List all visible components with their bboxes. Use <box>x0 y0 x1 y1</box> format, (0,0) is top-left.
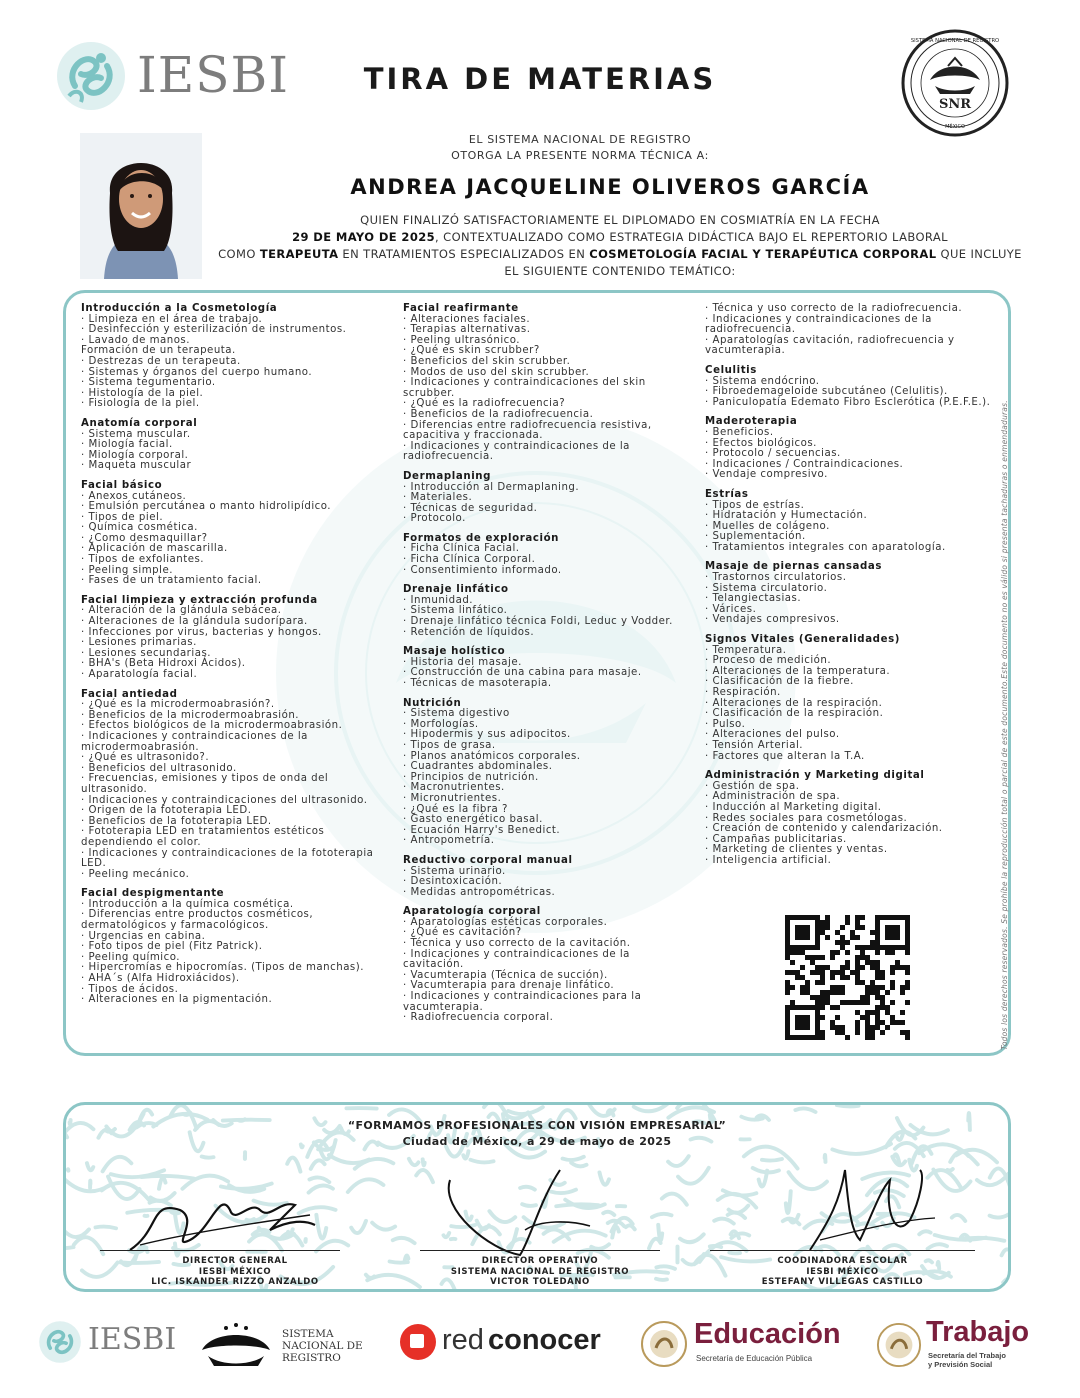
subject-item: · Tipos de exfoliantes. <box>81 554 205 566</box>
subject-item: · Principios de nutrición. <box>403 771 539 783</box>
redconocer-icon <box>398 1322 438 1362</box>
subject-item: · ¿Qué es ultrasonido?. <box>81 752 210 764</box>
iesbi-logo <box>55 40 289 110</box>
subject-item: · Sistemas y órganos del cuerpo humano. <box>81 366 313 378</box>
subject-section <box>81 481 391 587</box>
signature-2 <box>430 1160 630 1260</box>
subject-item: · Sistema endócrino. <box>705 375 820 387</box>
qr-code[interactable] <box>785 915 910 1040</box>
subject-item: · Técnica y uso correcto de la cavitación. <box>403 938 631 950</box>
mexico-coat-of-arms-icon <box>640 1320 688 1368</box>
subject-item: · Micronutrientes. <box>403 792 502 804</box>
subject-section <box>81 419 391 472</box>
subject-item: · Efectos biológicos de la microdermoabrasión. <box>81 720 343 732</box>
subject-item: · Drenaje linfático técnica Foldi, Leduc y Vodder. <box>403 616 673 628</box>
rights-notice: Todos los derechos reservados. Se prohíbe la reproducción total o parcial de este documento.Este documento no es válido si presenta tachaduras o enmendaduras. <box>1000 400 1009 1050</box>
footer-sep-logo <box>640 1320 855 1370</box>
subject-section <box>403 907 693 1024</box>
subject-item: · Indicaciones y contraindicaciones para la vacumterapia. <box>403 991 642 1013</box>
footer-iesbi-text: IESBI <box>88 1322 177 1357</box>
signature-line-1 <box>100 1250 340 1251</box>
footer-trabajo-sub-2: y Previsión Social <box>928 1360 993 1369</box>
footer-snr-line-2: NACIONAL DE <box>282 1340 363 1352</box>
subject-item: · Miología facial. <box>81 439 173 451</box>
subject-item: · Redes sociales para cosmetólogas. <box>705 812 908 824</box>
subject-item: · Desinfección y esterilización de instrumentos. <box>81 324 347 336</box>
subject-item: · Origen de la fototerapia LED. <box>81 805 252 817</box>
seal-ring-text: SISTEMA NACIONAL DE REGISTRO <box>910 38 1000 44</box>
subject-item: · Vendaje compresivo. <box>705 469 828 481</box>
subject-item: · Sistema digestivo <box>403 708 510 720</box>
subject-item: · Proceso de medición. <box>705 655 832 667</box>
desc-line-2: , CONTEXTUALIZADO COMO ESTRATEGIA DIDÁCTICA BAJO EL REPERTORIO LABORAL <box>435 230 948 244</box>
subject-item: · Química cosmética. <box>81 522 198 534</box>
recipient-name: ANDREA JACQUELINE OLIVEROS GARCÍA <box>350 175 870 199</box>
subject-item: · Terapias alternativas. <box>403 324 531 336</box>
subject-title: Reductivo corporal manual <box>403 854 573 866</box>
subject-item: · Pulso. <box>705 718 746 730</box>
signature-line-3 <box>710 1250 975 1251</box>
subject-item: · ¿Como desmaquillar? <box>81 532 208 544</box>
signatory-3-org: IESBI MÉXICO <box>806 1266 879 1277</box>
subject-item: · Tensión Arterial. <box>705 739 804 751</box>
footer-snr-emblem-icon <box>196 1320 276 1370</box>
desc-line-3: COMO <box>218 247 260 261</box>
subject-item: · Creación de contenido y calendarización. <box>705 823 943 835</box>
subject-item: · Medidas antropométricas. <box>403 886 556 898</box>
footer-educacion-text: Educación <box>694 1318 841 1350</box>
signature-1 <box>120 1160 320 1260</box>
footer-trabajo-text: Trabajo <box>926 1316 1030 1348</box>
intro-line-2: OTORGA LA PRESENTE NORMA TÉCNICA A: <box>451 149 709 162</box>
subject-item: · Ficha Clínica Facial. <box>403 543 520 555</box>
subject-item: Formación de un terapeuta. <box>81 345 236 357</box>
signatory-3 <box>710 1256 975 1288</box>
page-title: TIRA DE MATERIAS <box>363 62 717 96</box>
subject-section <box>705 304 995 357</box>
subject-title: Facial despigmentante <box>81 888 225 900</box>
subject-item: · Lesiones secundarias. <box>81 647 211 659</box>
subject-item: · Indicaciones y contraindicaciones de la cavitación. <box>403 948 630 971</box>
subject-item: · Sistema circulatorio. <box>705 582 828 594</box>
subject-item: · Construcción de una cabina para masaje. <box>403 667 642 679</box>
subject-item: · Foto tipos de piel (Fitz Patrick). <box>81 941 263 953</box>
subject-item: · Indicaciones y contraindicaciones de la radiofrecuencia. <box>403 440 630 463</box>
footer-snr-logo <box>196 1320 376 1372</box>
subject-item: · Peeling ultrasónico. <box>403 334 521 346</box>
iesbi-logo-text: IESBI <box>137 46 289 104</box>
signature-line-2 <box>420 1250 660 1251</box>
subject-item: · Diferencias entre radiofrecuencia resistiva, capacitiva y fraccionada. <box>403 419 652 442</box>
snr-seal <box>900 28 1010 138</box>
subject-title: Facial antiedad <box>81 688 178 700</box>
intro-line-1: EL SISTEMA NACIONAL DE REGISTRO <box>468 133 692 146</box>
subject-title: Facial básico <box>81 479 163 491</box>
subject-item: · Gasto energético basal. <box>403 814 543 826</box>
subject-item: · Campañas publicitarias. <box>705 833 847 845</box>
subject-item: · ¿Qué es la fibra ? <box>403 803 508 815</box>
subject-item: · AHA´s (Alfa Hidroxiácidos). <box>81 973 240 985</box>
subject-section <box>81 596 391 681</box>
footer-red-text: red <box>442 1324 484 1356</box>
subject-item: · Paniculopatía Edemato Fibro Esclerótica (P.E.F.E.). <box>705 396 991 408</box>
footer-iesbi-logo <box>38 1318 188 1368</box>
footer-snr-line-3: REGISTRO <box>282 1352 341 1364</box>
motto-text: “FORMAMOS PROFESIONALES CON VISIÓN EMPRESARIAL” <box>347 1119 727 1132</box>
subject-item: · Técnica y uso correcto de la radiofrecuencia. <box>705 303 963 314</box>
subject-item: · Limpieza en el área de trabajo. <box>81 313 263 325</box>
signatory-1 <box>100 1256 370 1288</box>
subject-item: · Técnicas de masoterapia. <box>403 678 552 689</box>
subject-item: · Miología corporal. <box>81 449 189 461</box>
subject-title: Masaje holístico <box>403 646 506 658</box>
subject-title: Introducción a la Cosmetología <box>81 303 278 314</box>
subject-item: · Alteraciones de la respiración. <box>705 697 883 709</box>
subject-item: · Cuadrantes abdominales. <box>403 761 553 773</box>
subject-item: · Retención de líquidos. <box>403 626 535 638</box>
subject-section <box>705 366 995 408</box>
subject-item: · Indicaciones y contraindicaciones del skin scrubber. <box>403 377 646 399</box>
subject-item: · Maqueta muscular <box>81 460 192 472</box>
seal-text: SNR <box>938 97 972 112</box>
subject-item: · Infecciones por virus, bacterias y hongos. <box>81 626 322 638</box>
subject-item: · Urgencias en cabina. <box>81 930 206 942</box>
subject-item: · Trastornos circulatorios. <box>705 572 847 584</box>
subject-item: · Hidratación y Humectación. <box>705 510 868 522</box>
subject-item: · Diferencias entre productos cosméticos, dermatológicos y farmacológicos. <box>81 909 314 932</box>
subject-item: · Introducción al Dermaplaning. <box>403 481 580 493</box>
subject-section <box>705 771 995 866</box>
subject-item: · Efectos biológicos. <box>705 437 817 449</box>
subject-item: · Indicaciones y contraindicaciones de la radiofrecuencia. <box>705 313 932 336</box>
subject-section <box>81 304 391 410</box>
signatory-1-org: IESBI MÉXICO <box>198 1266 272 1277</box>
subject-item: · Inducción al Marketing digital. <box>705 801 882 813</box>
subjects-column-2 <box>403 304 693 1033</box>
subject-item: · Frecuencias, emisiones y tipos de onda del ultrasonido. <box>81 773 329 795</box>
subject-item: · Inmunidad. <box>403 594 474 606</box>
signatory-1-role: DIRECTOR GENERAL <box>182 1256 288 1266</box>
subject-section <box>81 690 391 881</box>
subject-item: · Aparatología facial. <box>81 669 198 680</box>
signatory-2-org: SISTEMA NACIONAL DE REGISTRO <box>450 1266 630 1277</box>
subject-section <box>403 304 693 463</box>
subject-item: · Planos anatómicos corporales. <box>403 750 581 762</box>
subject-item: · Ecuación Harry's Benedict. <box>403 824 561 836</box>
footer-stps-logo <box>876 1318 1056 1374</box>
footer-redconocer-logo <box>398 1322 618 1366</box>
signatory-3-name: ESTEFANY VILLEGAS CASTILLO <box>761 1277 924 1287</box>
subject-item: · Clasificación de la fiebre. <box>705 676 854 688</box>
subject-item: · Beneficios de la microdermoabrasión. <box>81 709 300 721</box>
subject-item: · Técnicas de seguridad. <box>403 502 538 514</box>
subjects-column-3 <box>705 304 995 876</box>
subject-title: Formatos de exploración <box>403 532 560 544</box>
subject-item: · Macronutrientes. <box>403 782 505 794</box>
subject-section <box>403 699 693 847</box>
intro-text <box>330 132 830 164</box>
subject-item: · Beneficios. <box>705 426 774 438</box>
signatory-2-role: DIRECTOR OPERATIVO <box>481 1256 599 1266</box>
subject-item: · Tipos de estrías. <box>705 499 805 511</box>
subject-item: · Sistema linfático. <box>403 605 508 617</box>
subject-item: · Fases de un tratamiento facial. <box>81 575 262 587</box>
subject-item: · Destrezas de un terapeuta. <box>81 355 241 367</box>
subject-title: Nutrición <box>403 697 462 709</box>
subject-section <box>705 417 995 481</box>
subject-item: · Materiales. <box>403 492 473 504</box>
subject-item: · Gestión de spa. <box>705 780 800 792</box>
subject-item: · Administración de spa. <box>705 791 841 803</box>
subject-section <box>403 534 693 576</box>
subject-item: · Vendajes compresivos. <box>705 614 840 626</box>
subject-item: · Ficha Clínica Corporal. <box>403 554 536 566</box>
subject-item: · Beneficios de la fototerapia LED. <box>81 815 272 827</box>
subject-item: · Vacumterapia (Técnica de succión). <box>403 969 608 981</box>
subject-section <box>403 585 693 638</box>
subject-item: · Beneficios del ultrasonido. <box>81 762 237 774</box>
subject-item: · Indicaciones / Contraindicaciones. <box>705 458 904 470</box>
subject-section <box>403 856 693 898</box>
subject-title: Facial limpieza y extracción profunda <box>81 594 318 606</box>
subject-item: · Sistema tegumentario. <box>81 377 216 389</box>
signature-3 <box>800 1160 940 1260</box>
subject-item: · Inteligencia artificial. <box>705 854 832 866</box>
subject-item: · Fibroedemageloide subcutáneo (Celulitis). <box>705 386 948 398</box>
subject-item: · Peeling mecánico. <box>81 868 190 880</box>
subject-title: Drenaje linfático <box>403 584 509 596</box>
desc-field: COSMETOLOGÍA FACIAL Y TERAPÉUTICA CORPORAL <box>589 247 937 261</box>
subject-item: · Sistema muscular. <box>81 428 191 440</box>
subject-item: · Lesiones primarias. <box>81 637 197 649</box>
subject-item: · Radiofrecuencia corporal. <box>403 1012 554 1024</box>
subject-item: · Modos de uso del skin scrubber. <box>403 366 590 378</box>
subject-item: · Fisiología de la piel. <box>81 398 200 410</box>
iesbi-emblem-icon <box>55 40 127 112</box>
subject-item: · ¿Qué es cavitación? <box>403 927 522 939</box>
subject-item: · Telangiectasias. <box>705 593 802 605</box>
subject-item: · Marketing de clientes y ventas. <box>705 844 888 856</box>
footer-conocer-text: conocer <box>488 1324 601 1356</box>
signatory-3-role: COODINADORA ESCOLAR <box>777 1256 908 1266</box>
subject-title: Anatomía corporal <box>81 417 198 429</box>
footer-trabajo-sub-1: Secretaría del Trabajo <box>928 1351 1006 1360</box>
subject-item: · Tratamientos integrales con aparatología. <box>705 541 946 553</box>
subject-item: · Peeling simple. <box>81 564 173 576</box>
subject-item: · Consentimiento informado. <box>403 564 562 576</box>
subject-item: · Aparatologías cavitación, radiofrecuencia y vacumterapia. <box>705 334 955 357</box>
desc-line-5: QUE INCLUYE EL SIGUIENTE CONTENIDO TEMÁTICO: <box>504 247 1022 278</box>
desc-line-1: QUIEN FINALIZÓ SATISFACTORIAMENTE EL DIPLOMADO EN COSMIATRÍA EN LA FECHA <box>360 213 880 227</box>
subject-item: · Respiración. <box>705 687 781 698</box>
subject-item: · Antropometría. <box>403 835 495 847</box>
seal-bottom-text: MÉXICO <box>945 124 965 130</box>
signatory-1-name: LIC. ISKANDER RIZZO ANZALDO <box>151 1277 319 1287</box>
recipient-photo <box>80 133 202 279</box>
subject-item: · Historia del masaje. <box>403 656 522 668</box>
footer-coat-of-arms-icon <box>876 1322 922 1368</box>
subject-item: · Alteración de la glándula sebácea. <box>81 605 282 617</box>
subject-section <box>705 635 995 762</box>
subject-item: · Introducción a la química cosmética. <box>81 898 294 910</box>
subject-title: Estrías <box>705 488 749 500</box>
subject-item: · Sistema urinario. <box>403 865 506 877</box>
subject-item: · Vacumterapia para drenaje linfático. <box>403 980 615 992</box>
subject-item: · Suplementación. <box>705 531 806 543</box>
subject-section <box>705 562 995 626</box>
subject-title: Masaje de piernas cansadas <box>705 561 883 573</box>
subject-item: · Histología de la piel. <box>81 387 204 399</box>
subject-item: · Várices. <box>705 603 757 615</box>
footer-iesbi-emblem-icon <box>38 1320 82 1364</box>
subject-section <box>81 889 391 1006</box>
subject-title: Signos Vitales (Generalidades) <box>705 634 900 646</box>
footer-snr-line-1: SISTEMA <box>282 1328 334 1340</box>
subject-item: · BHA's (Beta Hidroxi Ácidos). <box>81 658 246 670</box>
subject-item: · Alteraciones de la temperatura. <box>705 665 891 677</box>
subject-item: · Indicaciones y contraindicaciones de la microdermoabrasión. <box>81 730 308 753</box>
subject-item: · Aparatologías estéticas corporales. <box>403 916 608 928</box>
subject-item: · ¿Qué es la microdermoabrasión?. <box>81 699 275 711</box>
subject-item: · Alteraciones faciales. <box>403 313 531 325</box>
certificate-description <box>210 212 1030 280</box>
subject-item: · Desintoxicación. <box>403 876 503 888</box>
subject-item: · Clasificación de la respiración. <box>705 708 884 720</box>
subject-title: Facial reafirmante <box>403 303 519 314</box>
subject-title: Aparatología corporal <box>403 906 541 918</box>
subject-item: · Lavado de manos. <box>81 334 190 346</box>
subject-item: · Muelles de colágeno. <box>705 520 830 532</box>
desc-line-4: EN TRATAMIENTOS ESPECIALIZADOS EN <box>338 247 590 261</box>
subject-item: · Alteraciones en la pigmentación. <box>81 994 273 1006</box>
subject-item: · Hipodermis y sus adipocitos. <box>403 729 571 741</box>
subject-item: · Alteraciones del pulso. <box>705 729 840 741</box>
subject-item: · Tipos de piel. <box>81 511 164 523</box>
subject-item: · Indicaciones y contraindicaciones de la fototerapia LED. <box>81 847 374 870</box>
subject-item: · Hipercromías e hipocromías. (Tipos de manchas). <box>81 962 364 974</box>
subject-title: Maderoterapia <box>705 416 798 428</box>
signatory-2 <box>405 1256 675 1288</box>
subject-item: · Temperatura. <box>705 644 787 656</box>
subject-section <box>403 647 693 689</box>
place-date: Ciudad de México, a 29 de mayo de 2025 <box>402 1135 672 1148</box>
subject-title: Celulitis <box>705 364 757 376</box>
subject-item: · Tipos de ácidos. <box>81 983 179 995</box>
subject-item: · Tipos de grasa. <box>403 739 496 751</box>
subject-item: · Morfologías. <box>403 718 479 730</box>
subject-title: Administración y Marketing digital <box>705 770 925 782</box>
subject-item: · ¿Qué es skin scrubber? <box>403 345 540 357</box>
subject-item: · ¿Qué es la radiofrecuencia? <box>403 398 566 410</box>
subject-title: Dermaplaning <box>403 470 492 482</box>
subject-item: · Peeling químico. <box>81 951 181 963</box>
subject-item: · Indicaciones y contraindicaciones del ultrasonido. <box>81 794 368 806</box>
subject-item: · Protocolo. <box>403 513 466 525</box>
subject-item: · Beneficios del skin scrubber. <box>403 355 571 367</box>
subject-section <box>403 472 693 525</box>
subject-item: · Emulsión percutánea o manto hidrolipídico. <box>81 501 332 513</box>
subject-item: · Alteraciones de la glándula sudorípara. <box>81 616 308 628</box>
subject-item: · Aplicación de mascarilla. <box>81 543 228 555</box>
motto <box>63 1118 1011 1150</box>
footer-educacion-sub: Secretaría de Educación Pública <box>696 1354 813 1363</box>
signatory-2-name: VICTOR TOLEDANO <box>490 1277 590 1287</box>
subjects-column-1 <box>81 304 391 1015</box>
subject-section <box>705 490 995 554</box>
desc-date: 29 DE MAYO DE 2025 <box>292 230 436 244</box>
desc-role: TERAPEUTA <box>259 247 339 261</box>
subject-item: · Beneficios de la radiofrecuencia. <box>403 408 594 420</box>
subject-item: · Anexos cutáneos. <box>81 490 187 502</box>
subject-item: · Fototerapia LED en tratamientos estéticos dependiendo el color. <box>81 826 325 848</box>
subject-item: · Factores que alteran la T.A. <box>705 750 865 762</box>
subject-item: · Protocolo / secuencias. <box>705 448 841 460</box>
